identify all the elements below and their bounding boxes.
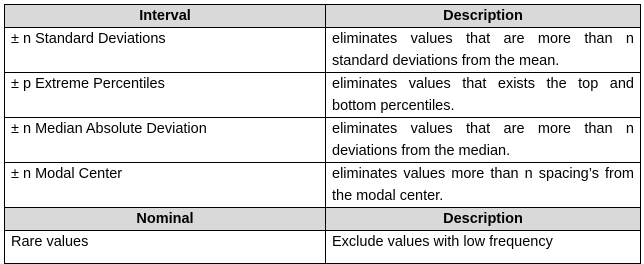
row-name: ± n Median Absolute Deviation <box>5 118 326 163</box>
row-name: ± n Standard Deviations <box>5 28 326 73</box>
header-interval: Interval <box>5 5 326 28</box>
table-row <box>5 231 641 264</box>
row-description: eliminates values that exists the top and bottom percentiles. <box>326 73 641 118</box>
outlier-methods-table-container <box>4 4 641 264</box>
table-row <box>5 118 641 163</box>
table-row <box>5 73 641 118</box>
table-header-row <box>5 5 641 28</box>
row-name: ± p Extreme Percentiles <box>5 73 326 118</box>
outlier-methods-table <box>4 4 641 264</box>
header-description: Description <box>326 208 641 231</box>
row-description: eliminates values that are more than n standard deviations from the mean. <box>326 28 641 73</box>
row-description: Exclude values with low frequency <box>326 231 641 264</box>
row-description: eliminates values that are more than n deviations from the median. <box>326 118 641 163</box>
row-name: Rare values <box>5 231 326 264</box>
header-description: Description <box>326 5 641 28</box>
table-row <box>5 28 641 73</box>
table-header-row <box>5 208 641 231</box>
row-description: eliminates values more than n spacing’s from the modal center. <box>326 163 641 208</box>
header-nominal: Nominal <box>5 208 326 231</box>
table-row <box>5 163 641 208</box>
row-name: ± n Modal Center <box>5 163 326 208</box>
